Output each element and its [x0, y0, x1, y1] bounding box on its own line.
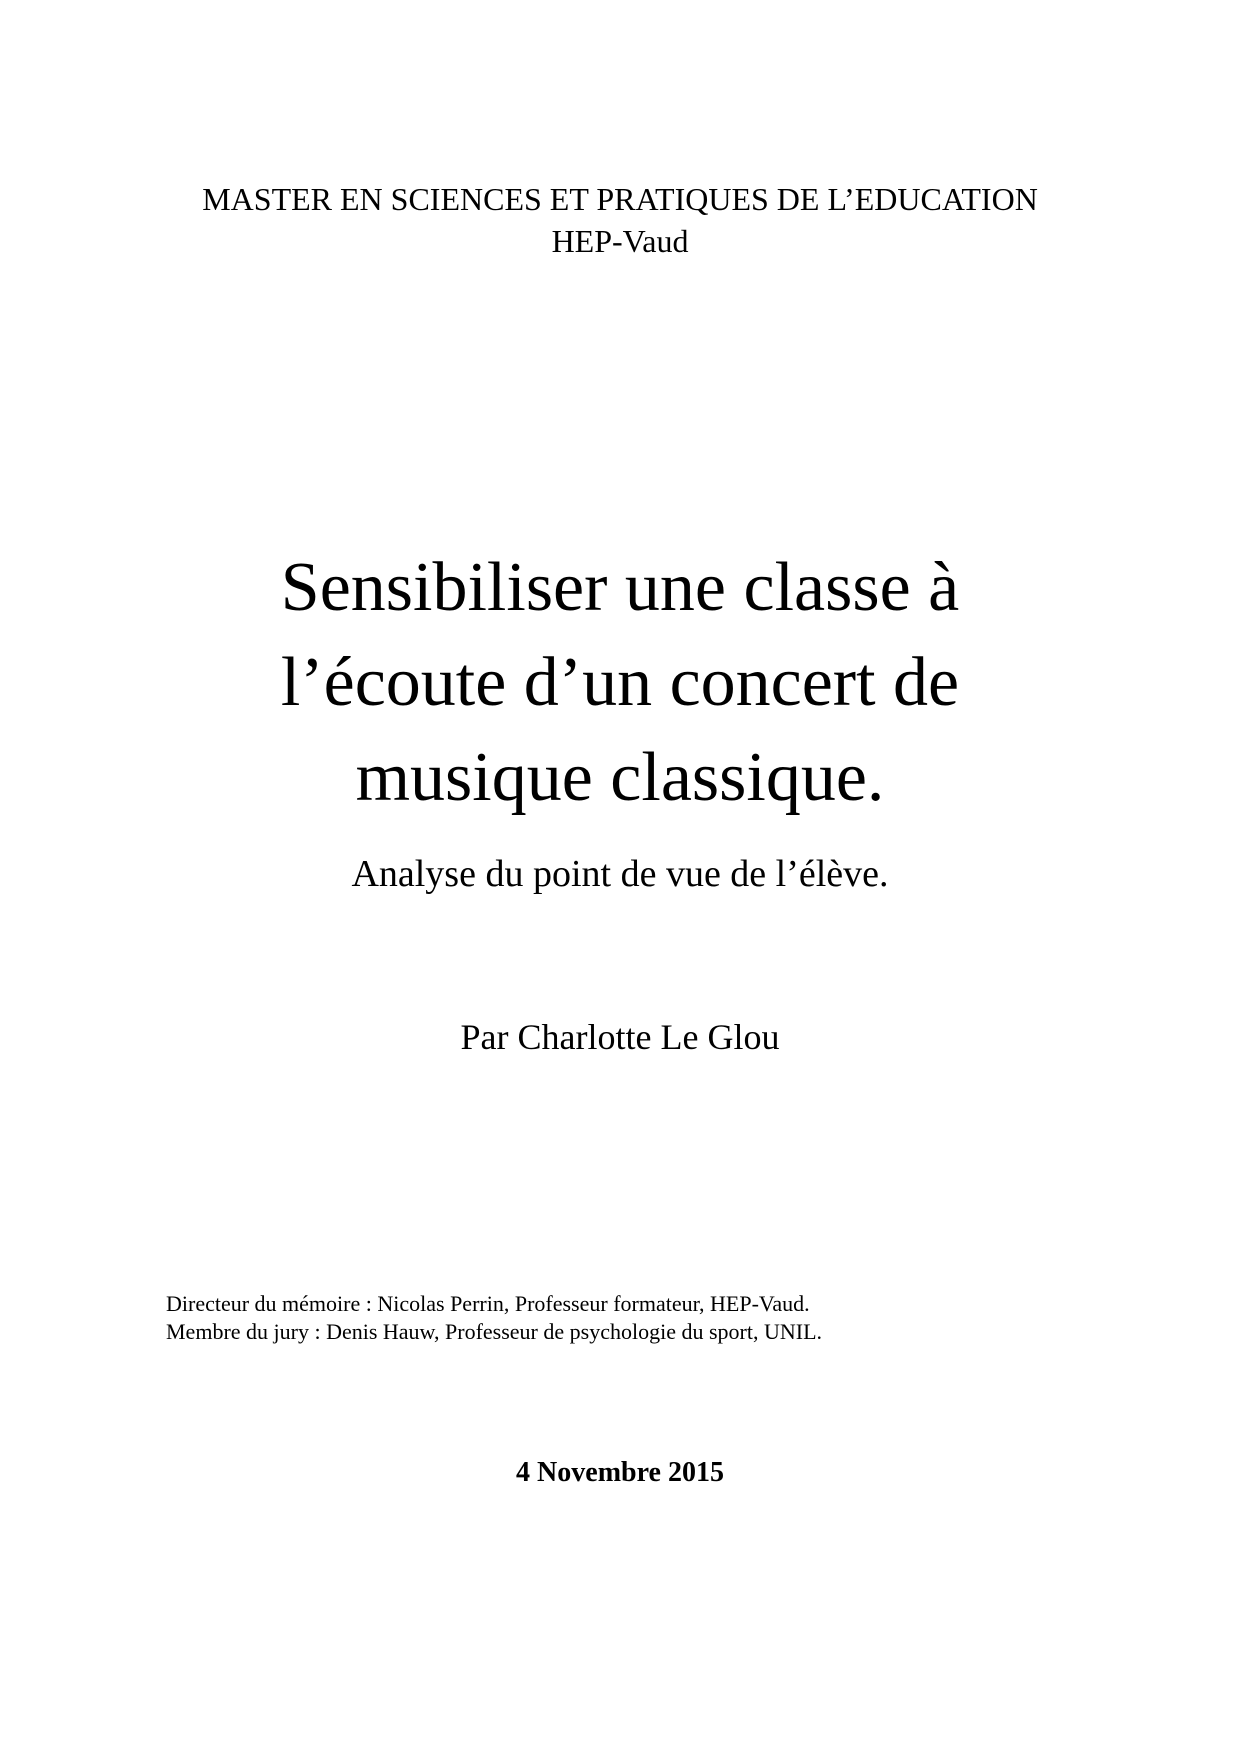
- document-title: [0, 540, 1240, 825]
- document-date: 4 Novembre 2015: [516, 1457, 724, 1488]
- jury-info: [166, 1290, 1126, 1346]
- title-line-1: Sensibiliser une classe à: [280, 549, 960, 626]
- title-line-2: l’écoute d’un concert de: [280, 644, 960, 721]
- institution-name: HEP-Vaud: [551, 223, 689, 259]
- author: Par Charlotte Le Glou: [460, 1017, 780, 1057]
- document-subtitle: Analyse du point de vue de l’élève.: [351, 853, 889, 895]
- program-name: MASTER EN SCIENCES ET PRATIQUES DE L’EDUCATION: [202, 181, 1038, 217]
- jury-member: Membre du jury : Denis Hauw, Professeur de psychologie du sport, UNIL.: [166, 1319, 823, 1344]
- thesis-director: Directeur du mémoire : Nicolas Perrin, Professeur formateur, HEP-Vaud.: [166, 1291, 810, 1316]
- title-line-3: musique classique.: [355, 739, 885, 816]
- header: [0, 178, 1240, 262]
